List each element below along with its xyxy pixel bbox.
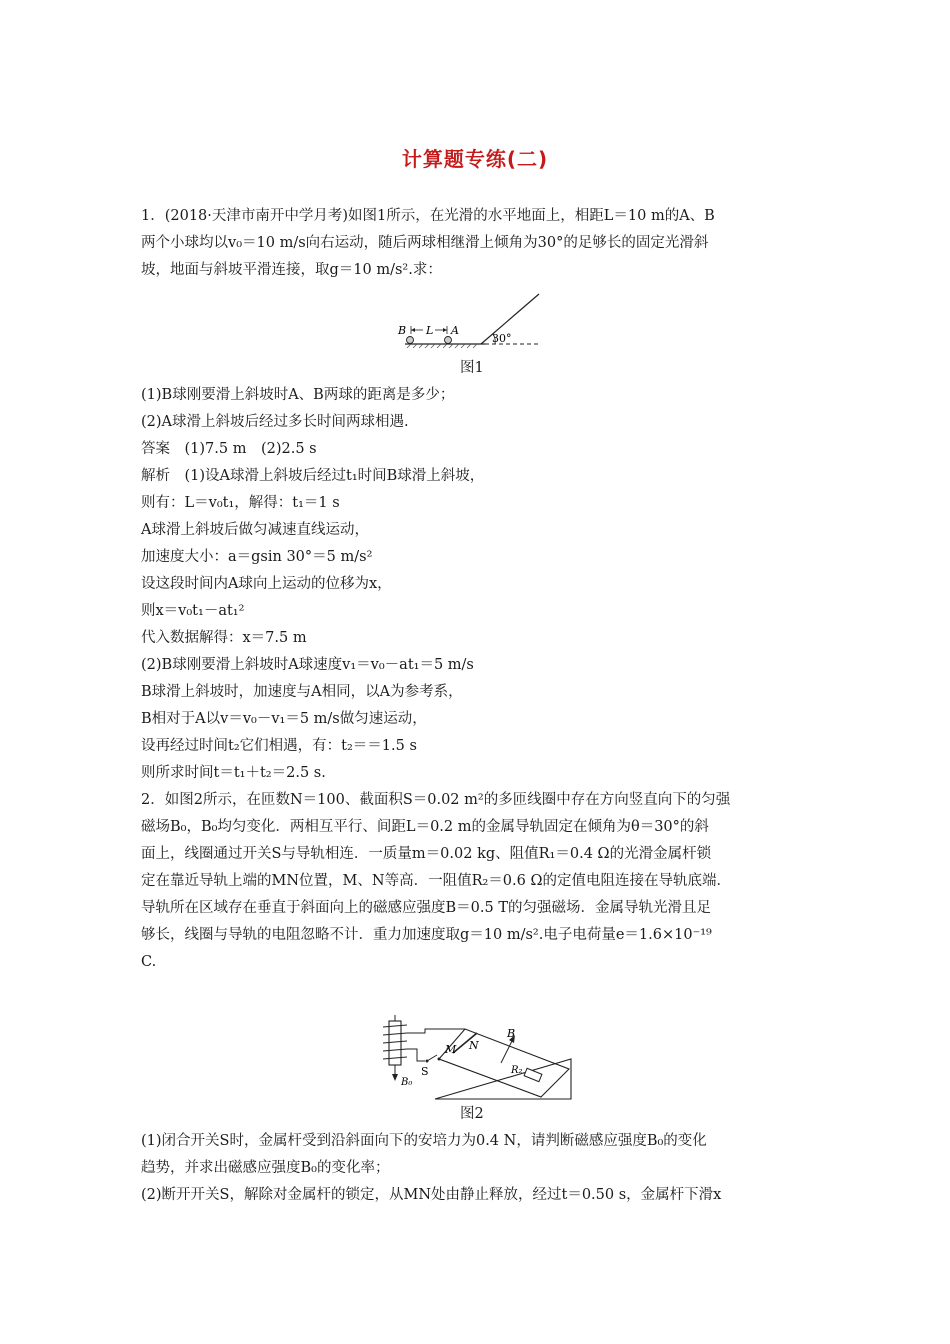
figure-2-label-b: B <box>507 1027 516 1040</box>
figure-1-label-l: L <box>426 324 434 337</box>
q1-analysis-6: 则x＝v₀t₁－at₁² <box>141 603 245 619</box>
q2-line-3: 面上，线圈通过开关S与导轨相连．一质量m＝0.02 kg、阻值R₁＝0.4 Ω的光滑金属杆锁 <box>141 846 712 862</box>
q2-line-4: 定在靠近导轨上端的MN位置，M、N等高．一阻值R₂＝0.6 Ω的定值电阻连接在导轨底端． <box>141 873 731 889</box>
figure-1-label-a: A <box>451 324 459 337</box>
ball-a <box>445 337 452 344</box>
figure-2-label-n: N <box>469 1039 479 1052</box>
q1-line-1: 1．(2018·天津市南开中学月考)如图1所示，在光滑的水平地面上，相距L＝10 m的A、B <box>141 208 715 224</box>
q1-analysis-11: 设再经过时间t₂它们相遇，有：t₂＝＝1.5 s <box>141 738 417 754</box>
figure-2-label-s: S <box>421 1065 429 1078</box>
figure-2-label-m: M <box>445 1043 457 1056</box>
q2-line-2: 磁场B₀，B₀均匀变化．两相互平行、间距L＝0.2 m的金属导轨固定在倾角为θ＝30°的斜 <box>141 819 709 835</box>
q1-analysis-3: A球滑上斜坡后做匀减速直线运动， <box>141 522 369 538</box>
q1-answer: 答案 (1)7.5 m (2)2.5 s <box>141 441 317 457</box>
q1-analysis-9: B球滑上斜坡时，加速度与A相同，以A为参考系， <box>141 684 463 700</box>
q1-sub-2: (2)A球滑上斜坡后经过多长时间两球相遇. <box>141 414 409 430</box>
figure-2-caption: 图2 <box>460 1106 484 1122</box>
q1-analysis-12: 则所求时间t＝t₁＋t₂＝2.5 s. <box>141 765 326 781</box>
q1-analysis-4: 加速度大小：a＝gsin 30°＝5 m/s² <box>141 549 373 565</box>
q1-sub-1: (1)B球刚要滑上斜坡时A、B两球的距离是多少； <box>141 387 455 403</box>
figure-2-diagram <box>375 1015 575 1115</box>
ball-b <box>407 337 414 344</box>
q2-sub-1-cont: 趋势，并求出磁感应强度B₀的变化率； <box>141 1160 390 1176</box>
figure-1-caption: 图1 <box>460 360 484 376</box>
q1-analysis-1: 解析 (1)设A球滑上斜坡后经过t₁时间B球滑上斜坡， <box>141 468 485 484</box>
q2-sub-1: (1)闭合开关S时，金属杆受到沿斜面向下的安培力为0.4 N，请判断磁感应强度B₀的变化 <box>141 1133 707 1149</box>
figure-1-angle-label: 30° <box>492 332 512 345</box>
q1-line-2: 两个小球均以v₀＝10 m/s向右运动，随后两球相继滑上倾角为30°的足够长的固定光滑斜 <box>141 235 709 251</box>
q2-line-1: 2．如图2所示，在匝数N＝100、截面积S＝0.02 m²的多匝线圈中存在方向竖直向下的匀强 <box>141 792 731 808</box>
figure-2-label-b0: B₀ <box>401 1077 413 1088</box>
figure-1-label-b: B <box>398 324 407 337</box>
figure-1-diagram <box>395 290 545 352</box>
q2-sub-2: (2)断开开关S，解除对金属杆的锁定，从MN处由静止释放，经过t＝0.50 s，金属杆下滑x <box>141 1187 722 1203</box>
page-title: 计算题专练(二) <box>401 147 549 171</box>
q1-analysis-7: 代入数据解得：x＝7.5 m <box>141 630 307 646</box>
q1-analysis-5: 设这段时间内A球向上运动的位移为x， <box>141 576 392 592</box>
q2-line-6: 够长，线圈与导轨的电阻忽略不计．重力加速度取g＝10 m/s².电子电荷量e＝1.6×10⁻¹⁹ <box>141 927 712 943</box>
q1-analysis-2: 则有：L＝v₀t₁，解得：t₁＝1 s <box>141 495 340 511</box>
q2-line-7: C. <box>141 954 157 970</box>
figure-2-label-r2: R₂ <box>511 1065 523 1076</box>
q2-line-5: 导轨所在区域存在垂直于斜面向上的磁感应强度B＝0.5 T的匀强磁场．金属导轨光滑且足 <box>141 900 711 916</box>
q1-analysis-10: B相对于A以v＝v₀－v₁＝5 m/s做匀速运动， <box>141 711 427 727</box>
q1-line-3: 坡，地面与斜坡平滑连接，取g＝10 m/s².求： <box>141 262 442 278</box>
q1-analysis-8: (2)B球刚要滑上斜坡时A球速度v₁＝v₀－at₁＝5 m/s <box>141 657 474 673</box>
